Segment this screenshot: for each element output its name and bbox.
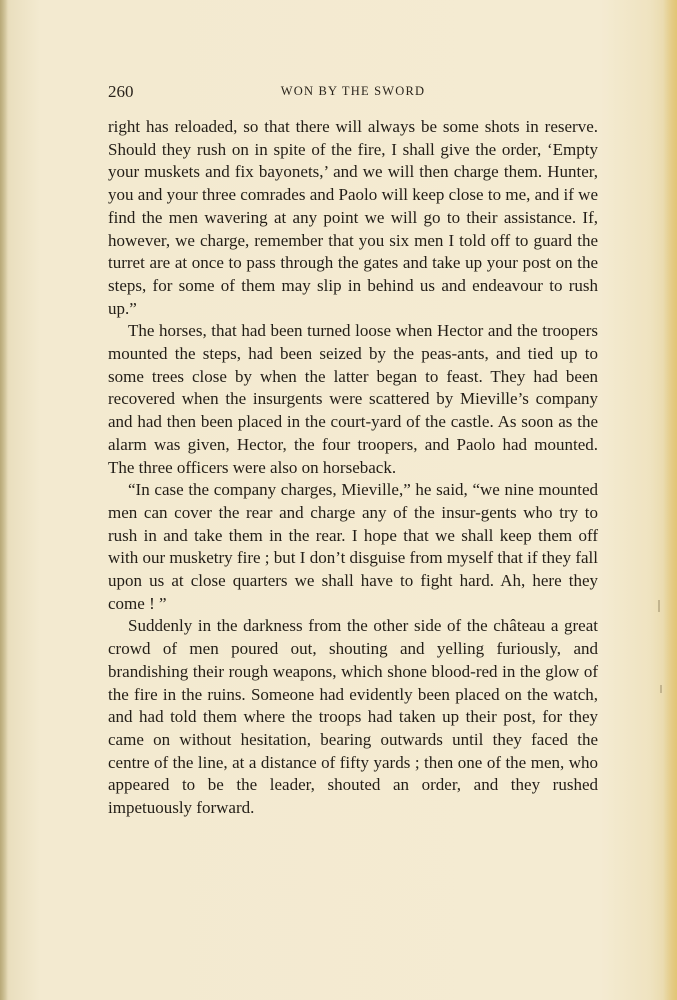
paper-mark xyxy=(658,600,660,612)
page-number: 260 xyxy=(108,82,134,101)
paragraph: “In case the company charges, Mieville,” he said, “we nine mounted men can cover the rear and charge any of the insur-gents who try to rush in and take them in the rear. I hope that we shall keep them off with our musketry fire ; but I don’t disguise from myself that if they fall upon us at close quarters we shall have to fight hard. Ah, here they come ! ” xyxy=(108,480,598,613)
paper-mark xyxy=(660,685,662,693)
paragraph: right has reloaded, so that there will always be some shots in reserve. Should they rush on in spite of the fire, I shall give the order, ‘Empty your muskets and fix bayonets,’ and we will then charge them. Hunter, you and your three comrades and Paolo will keep close to me, and if we find the men wavering at any point we will go to their assistance. If, however, we charge, remember that you six men I told off to guard the turret are at once to pass through the gates and take up your post on the steps, for some of them may slip in behind us and endeavour to rush up.” xyxy=(108,117,598,318)
body-text xyxy=(108,116,598,820)
page-edge xyxy=(663,0,677,1000)
running-title: WON BY THE SWORD xyxy=(280,84,426,98)
paragraph: The horses, that had been turned loose when Hector and the troopers mounted the steps, had been seized by the peas-ants, and tied up to some trees close by when the latter began to feast. They had been recovered when the insurgents were scattered by Mieville’s company and had then been placed in the court-yard of the castle. As soon as the alarm was given, Hector, the four troopers, and Paolo had mounted. The three officers were also on horseback. xyxy=(108,321,598,477)
binding-gutter xyxy=(0,0,8,1000)
paragraph: Suddenly in the darkness from the other side of the château a great crowd of men poured out, shouting and yelling furiously, and brandishing their rough weapons, which shone blood-red in the glow of the fire in the ruins. Someone had evidently been placed on the watch, and had told them where the troops had taken up their post, for they came on without hesitation, bearing outwards until they faced the centre of the line, at a distance of fifty yards ; then one of the men, who appeared to be the leader, shouted an order, and they rushed impetuously forward. xyxy=(108,616,598,818)
page-header xyxy=(108,82,598,104)
